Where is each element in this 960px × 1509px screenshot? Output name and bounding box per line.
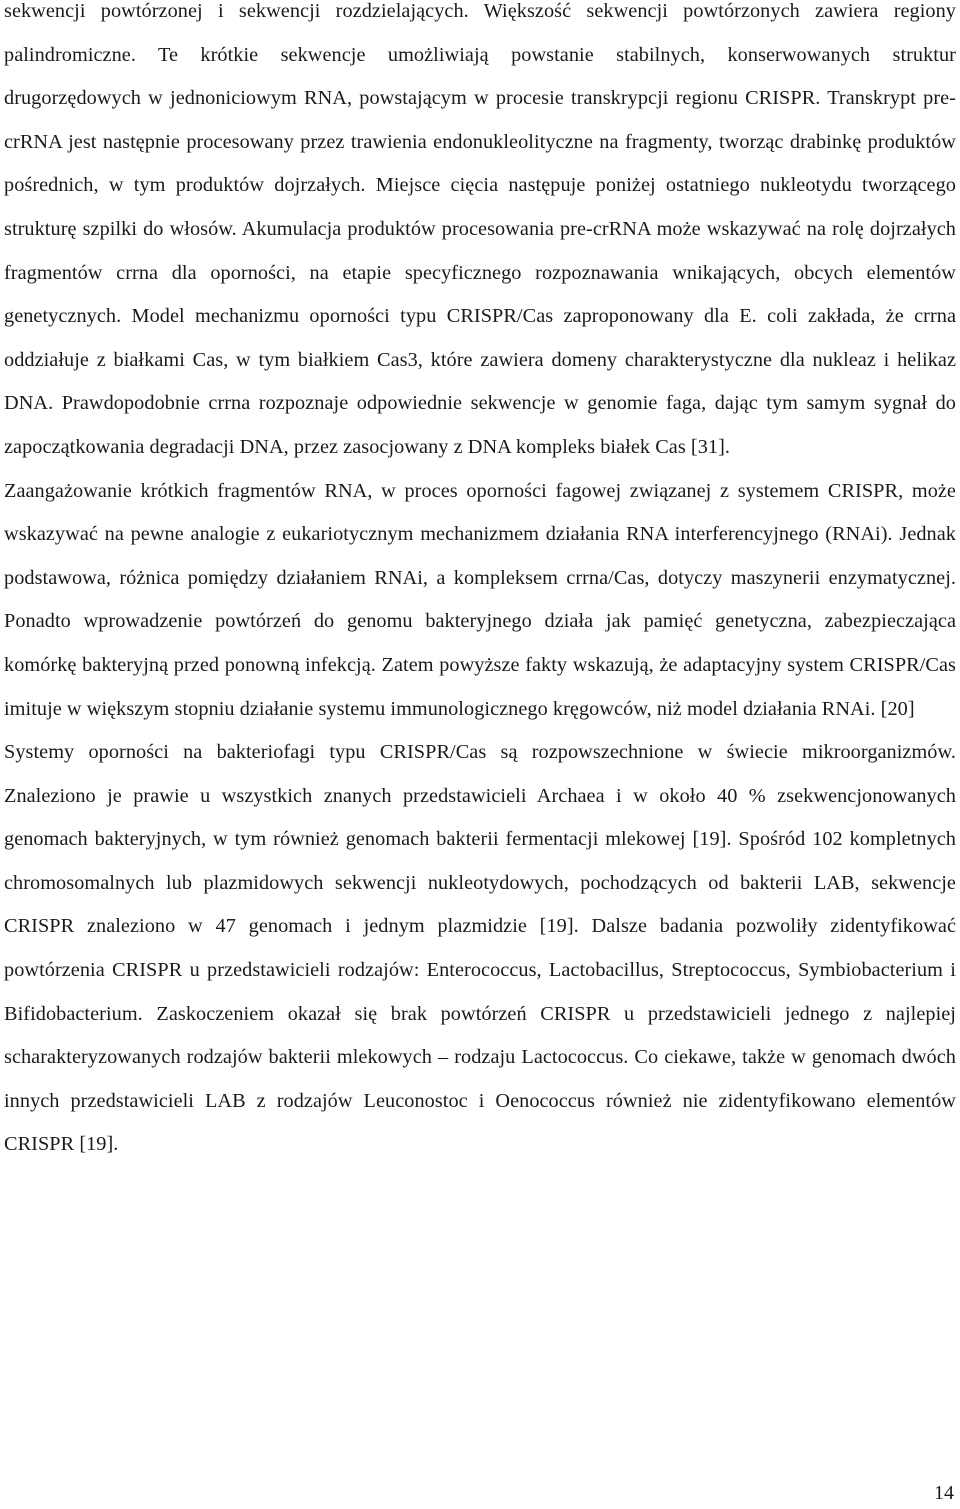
- paragraph-crispr-processing: sekwencji powtórzonej i sekwencji rozdzielających. Większość sekwencji powtórzonych zawiera regiony palindromiczne. Te krótkie sekwencje umożliwiają powstanie stabilnych, konserwowanych struktur drugorzędowych w jednoniciowym RNA, powstającym w procesie transkrypcji regionu CRISPR. Transkrypt pre-crRNA jest następnie procesowany przez trawienia endonukleolityczne na fragmenty, tworząc drabinkę produktów pośrednich, w tym produktów dojrzałych. Miejsce cięcia następuje poniżej ostatniego nukleotydu tworzącego strukturę szpilki do włosów. Akumulacja produktów procesowania pre-crRNA może wskazywać na rolę dojrzałych fragmentów crrna dla oporności, na etapie specyficznego rozpoznawania wnikających, obcych elementów genetycznych. Model mechanizmu oporności typu CRISPR/Cas zaproponowany dla E. coli zakłada, że crrna oddziałuje z białkami Cas, w tym białkiem Cas3, które zawiera domeny charakterystyczne dla nukleaz i helikaz DNA. Prawdopodobnie crrna rozpoznaje odpowiednie sekwencje w genomie faga, dając tym samym sygnał do zapoczątkowania degradacji DNA, przez zasocjowany z DNA kompleks białek Cas [31].: [4, 0, 956, 458]
- document-page: [4, 0, 956, 1167]
- paragraph-rnai-analogy: Zaangażowanie krótkich fragmentów RNA, w proces oporności fagowej związanej z systemem CRISPR, może wskazywać na pewne analogie z eukariotycznym mechanizmem działania RNA interferencyjnego (RNAi). Jednak podstawowa, różnica pomiędzy działaniem RNAi, a kompleksem crrna/Cas, dotyczy maszynerii enzymatycznej. Ponadto wprowadzenie powtórzeń do genomu bakteryjnego działa jak pamięć genetyczna, zabezpieczająca komórkę bakteryjną przed ponowną infekcją. Zatem powyższe fakty wskazują, że adaptacyjny system CRISPR/Cas imituje w większym stopniu działanie systemu immunologicznego kręgowców, niż model działania RNAi. [20]: [4, 479, 956, 720]
- page-number: 14: [934, 1482, 954, 1504]
- paragraph-crispr-distribution: Systemy oporności na bakteriofagi typu CRISPR/Cas są rozpowszechnione w świecie mikroorganizmów. Znaleziono je prawie u wszystkich znanych przedstawicieli Archaea i w około 40 % zsekwencjonowanych genomach bakteryjnych, w tym również genomach bakterii fermentacji mlekowej [19]. Spośród 102 kompletnych chromosomalnych lub plazmidowych sekwencji nukleotydowych, pochodzących od bakterii LAB, sekwencje CRISPR znaleziono w 47 genomach i jednym plazmidzie [19]. Dalsze badania pozwoliły zidentyfikować powtórzenia CRISPR u przedstawicieli rodzajów: Enterococcus, Lactobacillus, Streptococcus, Symbiobacterium i Bifidobacterium. Zaskoczeniem okazał się brak powtórzeń CRISPR u przedstawicieli jednego z najlepiej scharakteryzowanych rodzajów bakterii mlekowych – rodzaju Lactococcus. Co ciekawe, także w genomach dwóch innych przedstawicieli LAB z rodzajów Leuconostoc i Oenococcus również nie zidentyfikowano elementów CRISPR [19].: [4, 741, 956, 1156]
